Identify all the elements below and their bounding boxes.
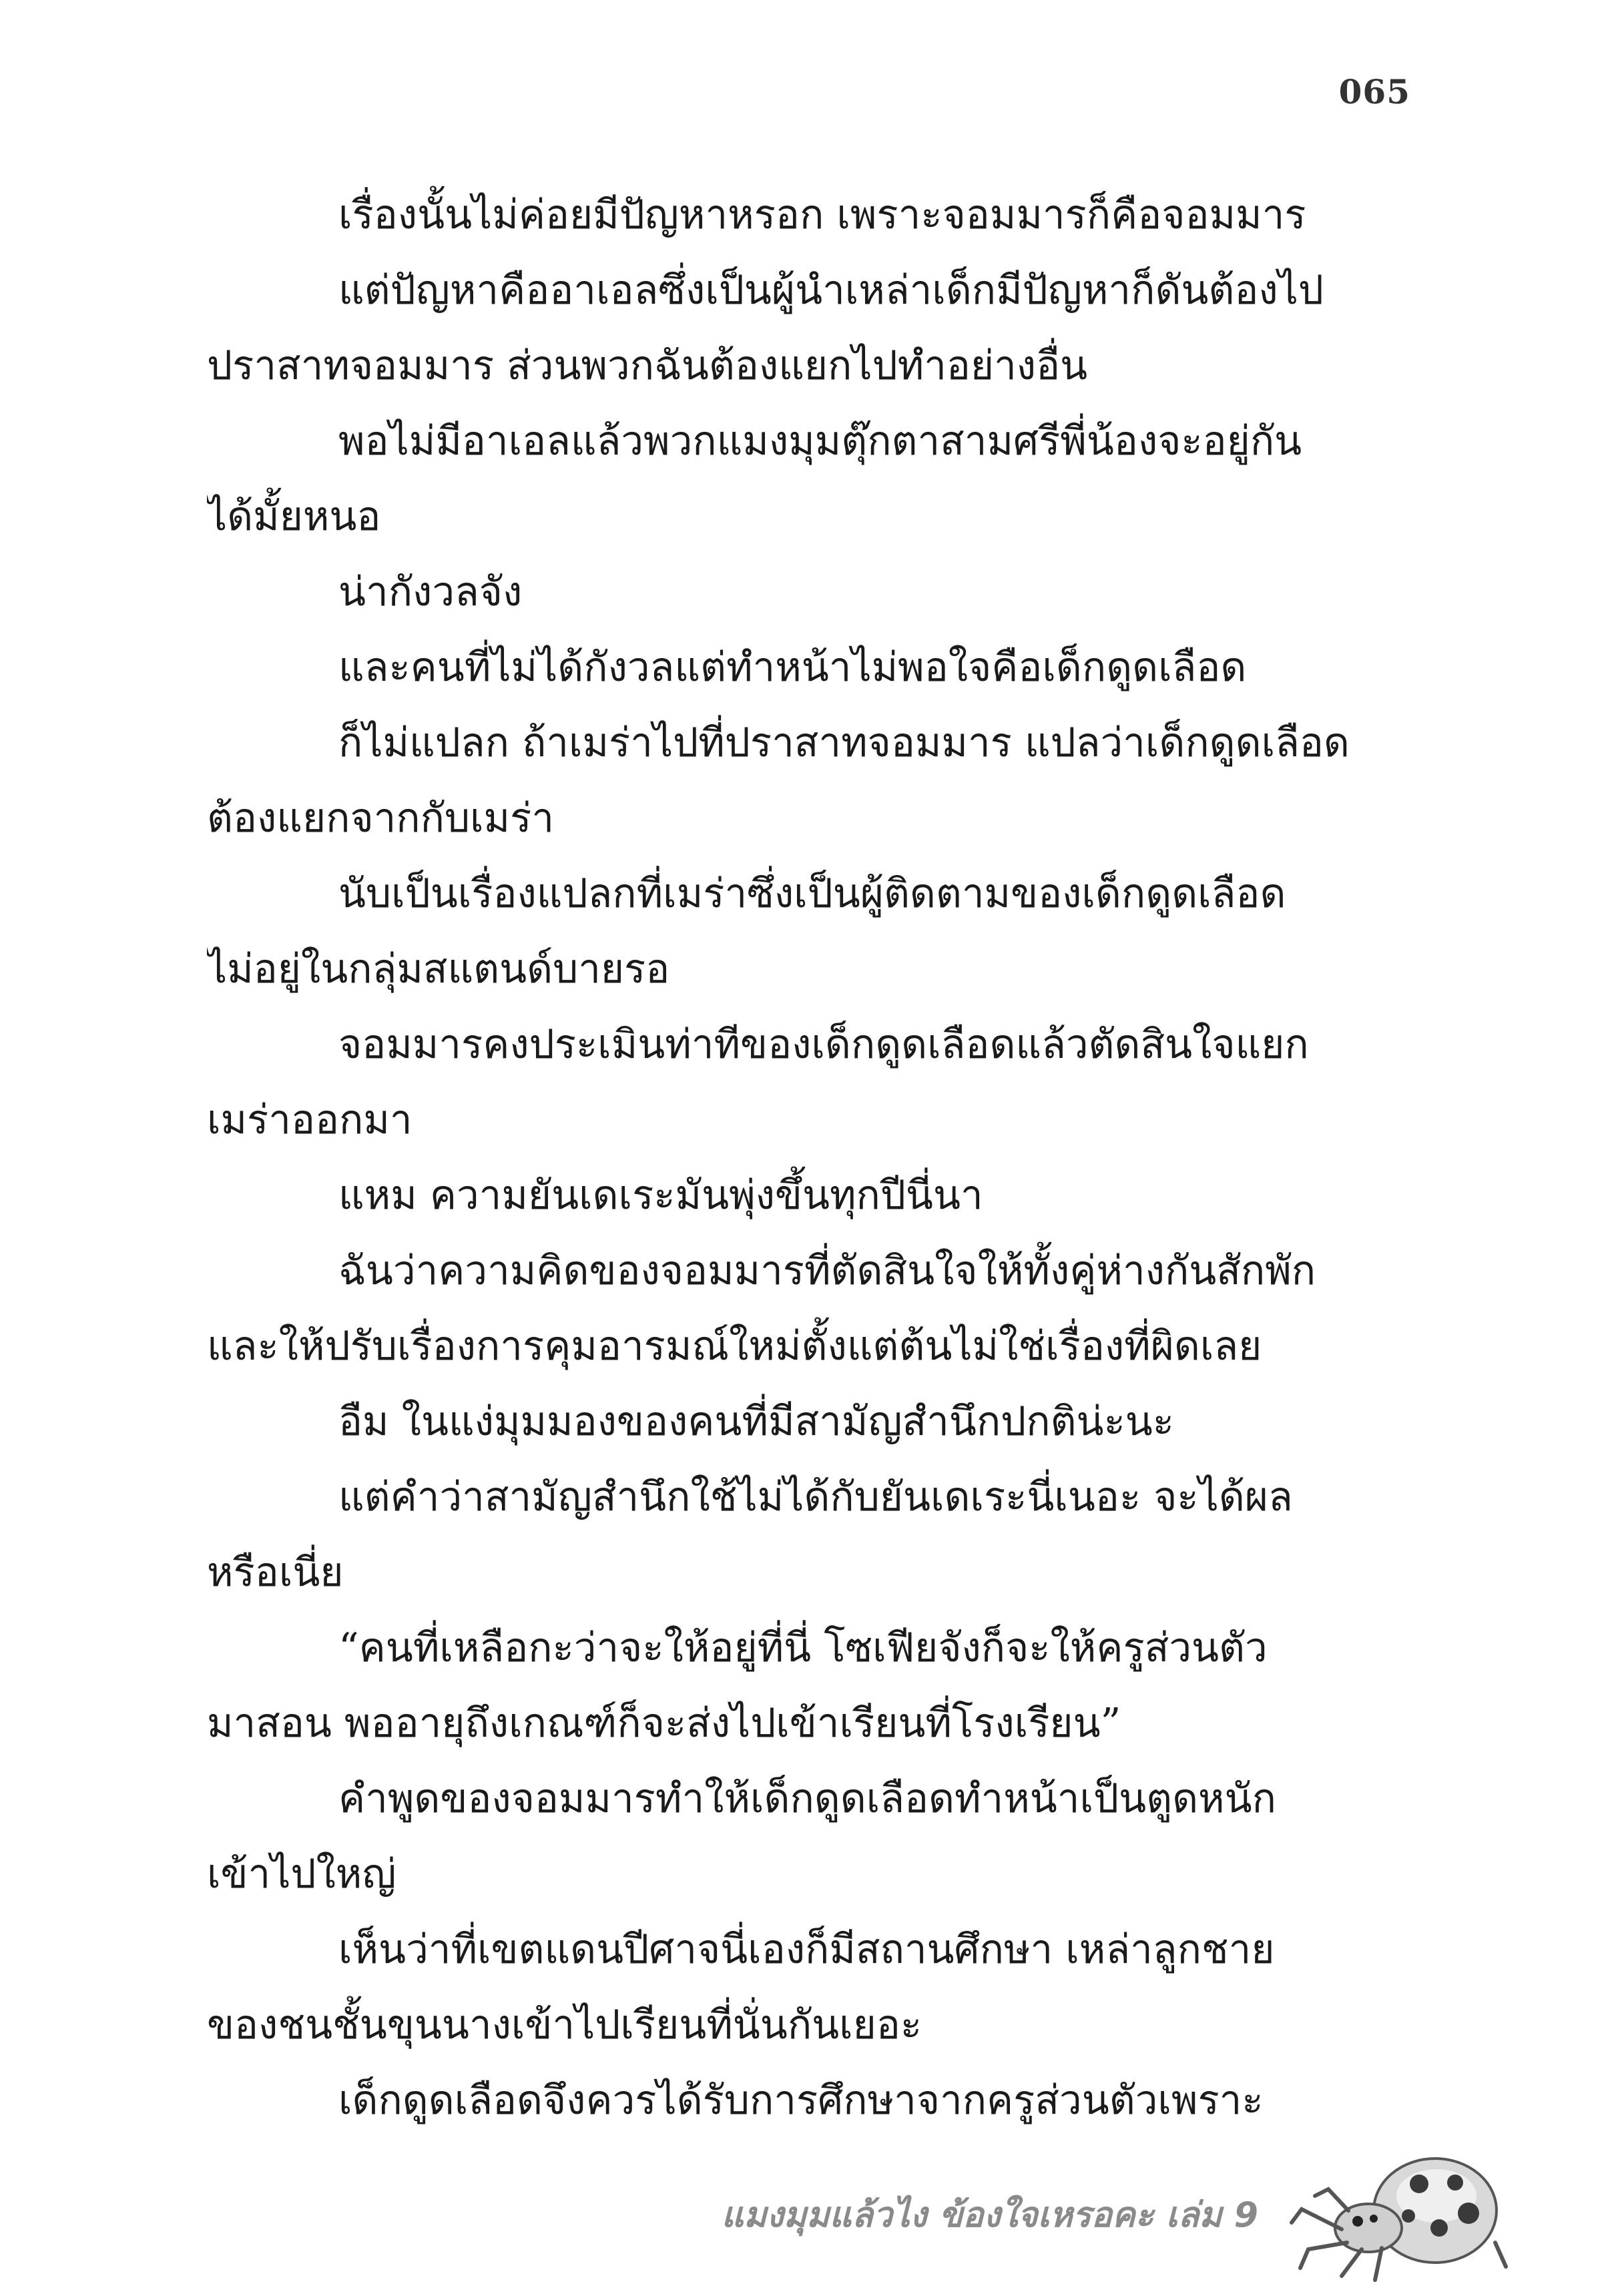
text-line: ได้มั้ยหนอ <box>207 493 381 540</box>
text-line: ฉันว่าความคิดของจอมมารที่ตัดสินใจให้ทั้งคู่ห่างกันสักพัก <box>338 1247 1316 1294</box>
text-line: ของชนชั้นขุนนางเข้าไปเรียนที่นั่นกันเยอะ <box>207 2002 922 2048</box>
text-line: เรื่องนั้นไม่ค่อยมีปัญหาหรอก เพราะจอมมารก็คือจอมมาร <box>338 192 1306 238</box>
text-line: และคนที่ไม่ได้กังวลแต่ทำหน้าไม่พอใจคือเด็กดูดเลือด <box>338 644 1247 691</box>
text-line: ต้องแยกจากกับเมร่า <box>207 795 555 842</box>
text-line: แต่คำว่าสามัญสำนึกใช้ไม่ได้กับยันเดเระนี่เนอะ จะได้ผล <box>338 1474 1293 1520</box>
text-line: เข้าไปใหญ่ <box>207 1851 396 1898</box>
text-line: เห็นว่าที่เขตแดนปีศาจนี่เองก็มีสถานศึกษา เหล่าลูกชาย <box>338 1926 1275 1973</box>
text-line: และให้ปรับเรื่องการคุมอารมณ์ใหม่ตั้งแต่ต้นไม่ใช่เรื่องที่ผิดเลย <box>207 1323 1262 1370</box>
body-text <box>207 178 1408 2138</box>
text-line: “คนที่เหลือกะว่าจะให้อยู่ที่นี่ โซเฟียจังก็จะให้ครูส่วนตัว <box>338 1625 1268 1671</box>
book-title-footer: แมงมุมแล้วไง ข้องใจเหรอคะ เล่ม 9 <box>721 2195 1258 2235</box>
page-number: 065 <box>1338 72 1410 111</box>
text-line: หรือเนี่ย <box>207 1549 344 1596</box>
spider-mascot-icon <box>1288 2149 1509 2283</box>
text-line: น่ากังวลจัง <box>338 569 523 615</box>
text-line: เมร่าออกมา <box>207 1097 413 1143</box>
text-line: เด็กดูดเลือดจึงควรได้รับการศึกษาจากครูส่วนตัวเพราะ <box>338 2077 1264 2124</box>
text-line: คำพูดของจอมมารทำให้เด็กดูดเลือดทำหน้าเป็นตูดหนัก <box>338 1775 1276 1822</box>
text-line: นับเป็นเรื่องแปลกที่เมร่าซึ่งเป็นผู้ติดตามของเด็กดูดเลือด <box>338 870 1286 917</box>
text-line: พอไม่มีอาเอลแล้วพวกแมงมุมตุ๊กตาสามศรีพี่น้องจะอยู่กัน <box>338 418 1302 465</box>
text-line: แหม ความยันเดเระมันพุ่งขึ้นทุกปีนี่นา <box>338 1172 983 1219</box>
text-line: มาสอน พออายุถึงเกณฑ์ก็จะส่งไปเข้าเรียนที่โรงเรียน” <box>207 1700 1121 1747</box>
page-footer <box>0 2149 1612 2296</box>
text-line: ไม่อยู่ในกลุ่มสแตนด์บายรอ <box>207 946 670 992</box>
text-line: ก็ไม่แปลก ถ้าเมร่าไปที่ปราสาทจอมมาร แปลว่าเด็กดูดเลือด <box>338 720 1350 766</box>
text-line: แต่ปัญหาคืออาเอลซึ่งเป็นผู้นำเหล่าเด็กมีปัญหาก็ดันต้องไป <box>338 267 1324 314</box>
text-line: ปราสาทจอมมาร ส่วนพวกฉันต้องแยกไปทำอย่างอื่น <box>207 342 1088 389</box>
text-line: จอมมารคงประเมินท่าทีของเด็กดูดเลือดแล้วตัดสินใจแยก <box>338 1021 1309 1068</box>
text-line: อืม ในแง่มุมมองของคนที่มีสามัญสำนึกปกติน่ะนะ <box>338 1398 1175 1445</box>
